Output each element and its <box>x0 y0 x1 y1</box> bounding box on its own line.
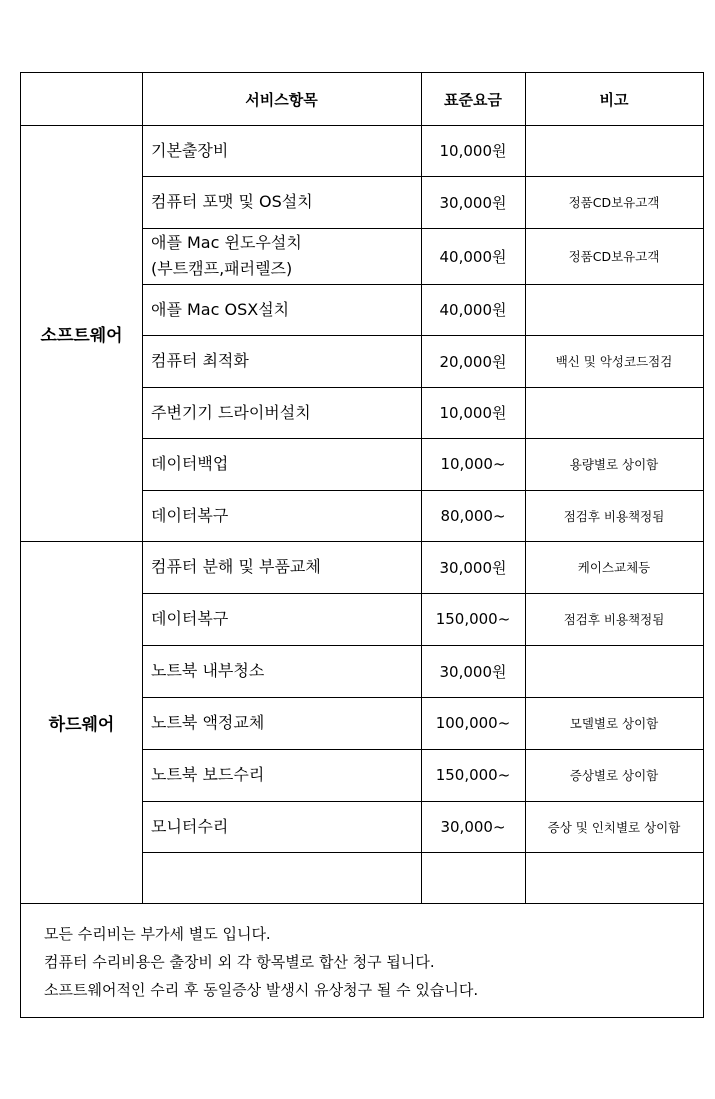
price-cell <box>421 852 525 903</box>
price-cell: 20,000원 <box>439 352 507 371</box>
service-cell: 애플 Mac OSX설치 <box>151 299 290 319</box>
price-cell: 150,000~ <box>435 766 511 784</box>
service-cell: 컴퓨터 포맷 및 OS설치 <box>151 192 313 211</box>
service-cell: 데이터복구 <box>151 609 229 628</box>
price-cell: 30,000원 <box>439 558 507 577</box>
price-cell: 40,000원 <box>439 301 507 319</box>
note-cell <box>525 387 703 438</box>
service-cell: 데이터백업 <box>151 454 229 473</box>
service-cell <box>142 228 421 284</box>
price-cell: 10,000원 <box>439 404 507 422</box>
note-cell: 점검후 비용책정됨 <box>563 612 665 627</box>
header-service: 서비스항목 <box>245 90 318 109</box>
note-cell: 케이스교체등 <box>577 560 651 575</box>
price-cell: 30,000원 <box>439 662 507 681</box>
note-cell <box>525 284 703 335</box>
service-cell: 컴퓨터 최적화 <box>151 351 249 370</box>
category-software: 소프트웨어 <box>40 325 123 346</box>
service-cell: 기본출장비 <box>151 140 229 160</box>
price-cell: 30,000원 <box>439 193 507 212</box>
price-cell: 10,000~ <box>440 455 506 473</box>
service-cell: 컴퓨터 분해 및 부품교체 <box>151 557 321 576</box>
price-cell: 40,000원 <box>439 247 507 266</box>
price-cell: 100,000~ <box>435 714 511 732</box>
note-cell <box>525 125 703 176</box>
service-cell: 모니터수리 <box>151 816 229 836</box>
note-cell: 백신 및 악성코드점검 <box>555 354 673 369</box>
service-cell: 데이터복구 <box>151 505 229 525</box>
note-cell: 증상 및 인치별로 상이함 <box>547 819 681 835</box>
note-cell: 정품CD보유고객 <box>568 249 660 264</box>
note-cell: 점검후 비용책정됨 <box>563 508 665 524</box>
price-cell: 10,000원 <box>439 142 507 160</box>
footer-notes <box>44 920 478 1004</box>
note-cell: 증상별로 상이함 <box>569 768 659 783</box>
footer-line: 모든 수리비는 부가세 별도 입니다. <box>44 925 271 943</box>
note-cell <box>525 852 703 903</box>
service-cell <box>142 852 421 903</box>
row-divider <box>21 903 703 904</box>
note-cell: 모델별로 상이함 <box>569 716 659 731</box>
note-cell <box>525 645 703 697</box>
service-line: (부트캠프,패러렐즈) <box>151 259 293 278</box>
service-text <box>151 230 302 282</box>
service-cell: 노트북 액정교체 <box>151 713 265 732</box>
price-cell: 30,000~ <box>440 817 506 836</box>
footer-line: 소프트웨어적인 수리 후 동일증상 발생시 유상청구 될 수 있습니다. <box>44 981 479 999</box>
header-note: 비고 <box>599 90 629 109</box>
service-cell: 노트북 보드수리 <box>151 765 265 784</box>
price-table <box>20 72 704 1018</box>
service-line: 애플 Mac 윈도우설치 <box>151 233 302 252</box>
note-cell: 정품CD보유고객 <box>568 195 660 210</box>
service-cell: 주변기기 드라이버설치 <box>151 402 311 422</box>
header-price: 표준요금 <box>444 90 502 109</box>
service-cell: 노트북 내부청소 <box>151 661 265 680</box>
price-cell: 150,000~ <box>435 610 511 628</box>
footer-line: 컴퓨터 수리비용은 출장비 외 각 항목별로 합산 청구 됩니다. <box>44 953 435 971</box>
note-cell: 용량별로 상이함 <box>569 457 659 472</box>
price-cell: 80,000~ <box>440 506 506 525</box>
category-hardware: 하드웨어 <box>48 714 115 735</box>
